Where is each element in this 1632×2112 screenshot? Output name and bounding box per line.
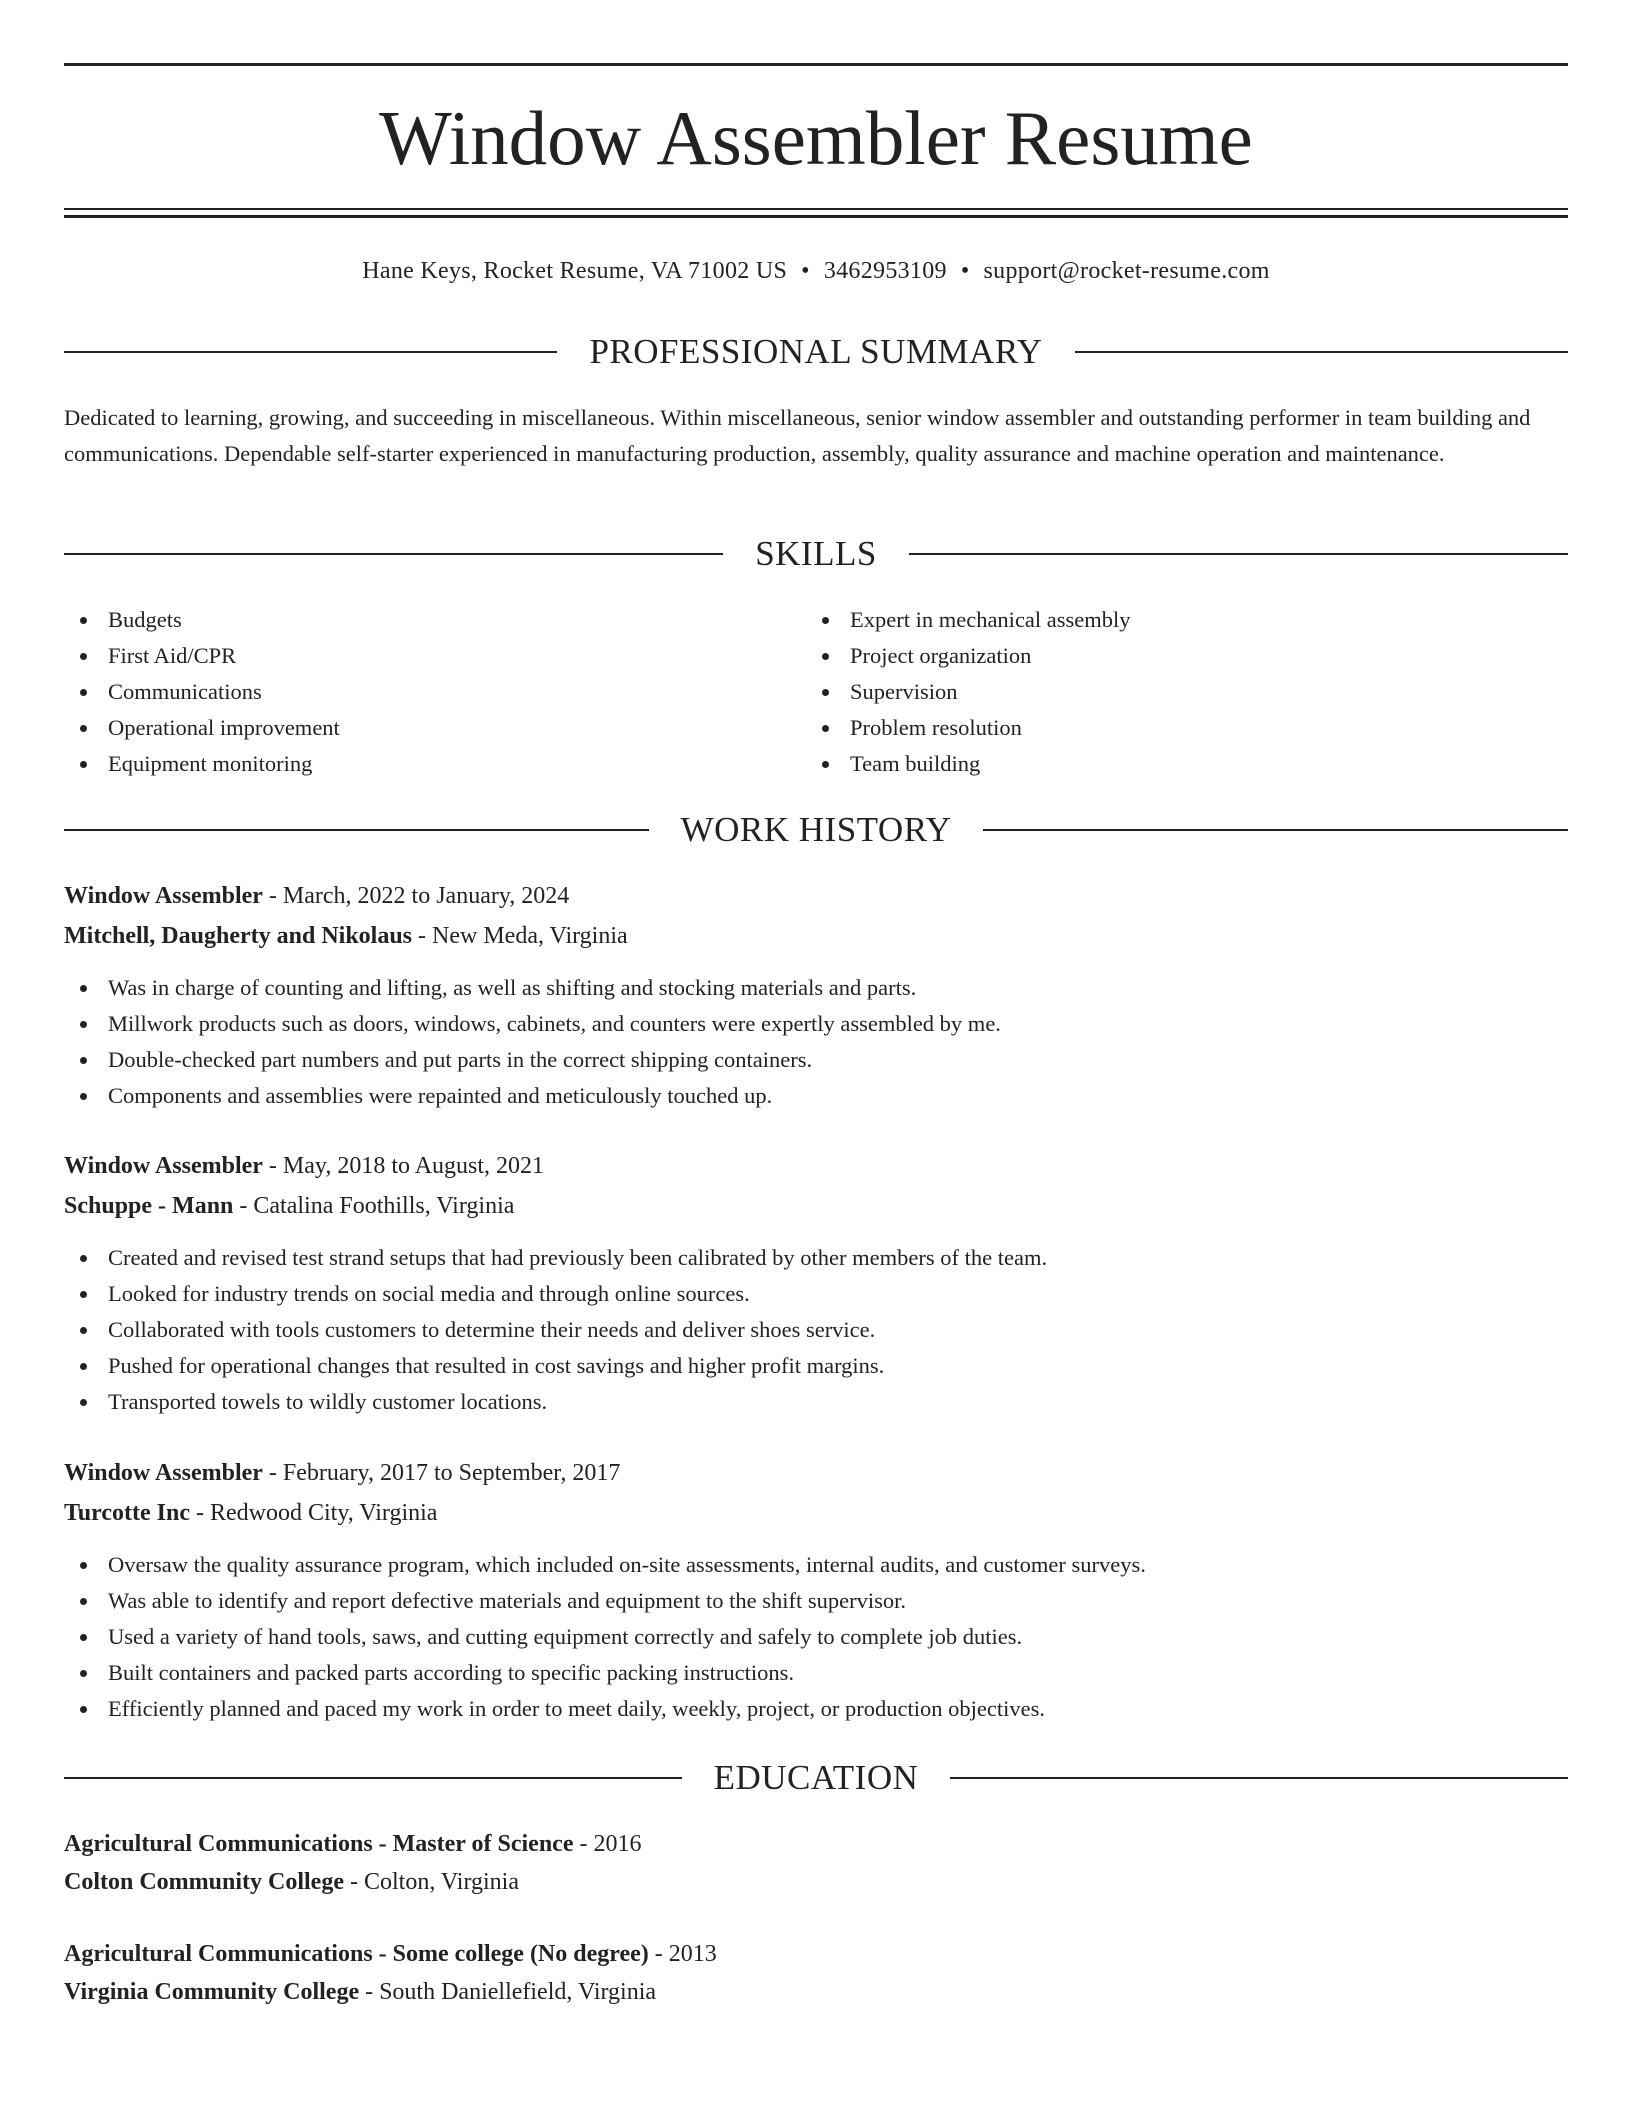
job-duty: Efficiently planned and paced my work in order to meet daily, weekly, project, or production objectives. <box>64 1691 1568 1727</box>
education-school-line <box>64 1864 1568 1900</box>
skill-item: Team building <box>806 746 1131 782</box>
contact-phone: 3462953109 <box>823 258 947 284</box>
job-title-line <box>64 1455 1568 1491</box>
job-location: - New Meda, Virginia <box>412 923 628 949</box>
job-location: - Catalina Foothills, Virginia <box>233 1193 515 1219</box>
section-heading-work <box>64 808 1568 852</box>
skill-item: Budgets <box>64 602 340 638</box>
section-title: WORK HISTORY <box>680 810 952 849</box>
skill-item: Supervision <box>806 674 1131 710</box>
job-duty: Millwork products such as doors, windows, cabinets, and counters were expertly assembled by me. <box>64 1006 1568 1042</box>
divider-line <box>1075 351 1568 353</box>
job-title: Window Assembler <box>64 883 263 909</box>
divider-line <box>909 553 1568 555</box>
job-company: Schuppe - Mann <box>64 1193 234 1219</box>
header-bottom-rule <box>64 208 1568 210</box>
job-title-line <box>64 878 1568 914</box>
job-location: - Redwood City, Virginia <box>190 1500 438 1526</box>
job-duty: Looked for industry trends on social media and through online sources. <box>64 1276 1568 1312</box>
job-dates: - May, 2018 to August, 2021 <box>262 1153 545 1179</box>
job-duty: Pushed for operational changes that resulted in cost savings and higher profit margins. <box>64 1348 1568 1384</box>
education-degree: Agricultural Communications - Some college (No degree) <box>64 1941 649 1967</box>
job-duty: Transported towels to wildly customer locations. <box>64 1384 1568 1420</box>
job-duty: Oversaw the quality assurance program, which included on-site assessments, internal audits, and customer surveys. <box>64 1547 1568 1583</box>
job-duty: Was able to identify and report defective materials and equipment to the shift supervisor. <box>64 1583 1568 1619</box>
job-company-line <box>64 1188 1568 1224</box>
job-duty: Built containers and packed parts according to specific packing instructions. <box>64 1655 1568 1691</box>
skill-item: Operational improvement <box>64 710 340 746</box>
divider-line <box>983 829 1568 831</box>
education-location: - South Daniellefield, Virginia <box>359 1979 657 2005</box>
job-duty: Used a variety of hand tools, saws, and cutting equipment correctly and safely to complete job duties. <box>64 1619 1568 1655</box>
education-degree: Agricultural Communications - Master of Science <box>64 1831 574 1857</box>
section-title: SKILLS <box>755 534 877 573</box>
job-company-line <box>64 1495 1568 1531</box>
job-duty: Collaborated with tools customers to determine their needs and deliver shoes service. <box>64 1312 1568 1348</box>
skill-item: Project organization <box>806 638 1131 674</box>
contact-address: Hane Keys, Rocket Resume, VA 71002 US <box>362 258 788 284</box>
divider-line <box>64 553 723 555</box>
divider-line <box>64 829 649 831</box>
job-duty: Was in charge of counting and lifting, as well as shifting and stocking materials and parts. <box>64 970 1568 1006</box>
job-duties-list <box>64 970 1568 1114</box>
section-heading-summary <box>64 330 1568 374</box>
job-title-line <box>64 1148 1568 1184</box>
education-degree-line <box>64 1936 1568 1972</box>
section-title: PROFESSIONAL SUMMARY <box>589 332 1043 371</box>
skill-item: Expert in mechanical assembly <box>806 602 1131 638</box>
education-year: - 2013 <box>648 1941 717 1967</box>
skill-item: Problem resolution <box>806 710 1131 746</box>
education-school: Virginia Community College <box>64 1979 360 2005</box>
job-duties-list <box>64 1547 1568 1727</box>
job-dates: - February, 2017 to September, 2017 <box>262 1460 621 1486</box>
resume-title: Window Assembler Resume <box>379 95 1253 181</box>
section-heading-education <box>64 1756 1568 1800</box>
education-school: Colton Community College <box>64 1869 344 1895</box>
divider-line <box>950 1777 1568 1779</box>
job-company: Turcotte Inc <box>64 1500 190 1526</box>
contact-separator: • <box>960 258 970 284</box>
education-location: - Colton, Virginia <box>343 1869 519 1895</box>
skills-list-left <box>64 602 340 782</box>
contact-email: support@rocket-resume.com <box>983 258 1270 284</box>
job-company-line <box>64 918 1568 954</box>
education-degree-line <box>64 1826 1568 1862</box>
job-dates: - March, 2022 to January, 2024 <box>262 883 570 909</box>
contact-line <box>64 254 1568 288</box>
summary-text: Dedicated to learning, growing, and succeeding in miscellaneous. Within miscellaneous, senior window assembler and outstanding performer in team building and communications. Dependable self-starter experienced in manufacturing production, assembly, quality assurance and machine operation and maintenance. <box>64 405 1531 466</box>
education-year: - 2016 <box>573 1831 642 1857</box>
header-bottom-rule-double <box>64 215 1568 218</box>
job-title: Window Assembler <box>64 1153 263 1179</box>
skill-item: Equipment monitoring <box>64 746 340 782</box>
section-title: EDUCATION <box>713 1758 919 1797</box>
skills-list-right <box>806 602 1131 782</box>
divider-line <box>64 351 557 353</box>
section-heading-skills <box>64 532 1568 576</box>
job-company: Mitchell, Daugherty and Nikolaus <box>64 923 413 949</box>
job-title: Window Assembler <box>64 1460 263 1486</box>
header-top-rule <box>64 63 1568 66</box>
education-school-line <box>64 1974 1568 2010</box>
job-duty: Double-checked part numbers and put parts in the correct shipping containers. <box>64 1042 1568 1078</box>
divider-line <box>64 1777 682 1779</box>
skill-item: First Aid/CPR <box>64 638 340 674</box>
contact-separator: • <box>801 258 810 284</box>
job-duty: Components and assemblies were repainted and meticulously touched up. <box>64 1078 1568 1114</box>
job-duties-list <box>64 1240 1568 1420</box>
job-duty: Created and revised test strand setups that had previously been calibrated by other members of the team. <box>64 1240 1568 1276</box>
skill-item: Communications <box>64 674 340 710</box>
